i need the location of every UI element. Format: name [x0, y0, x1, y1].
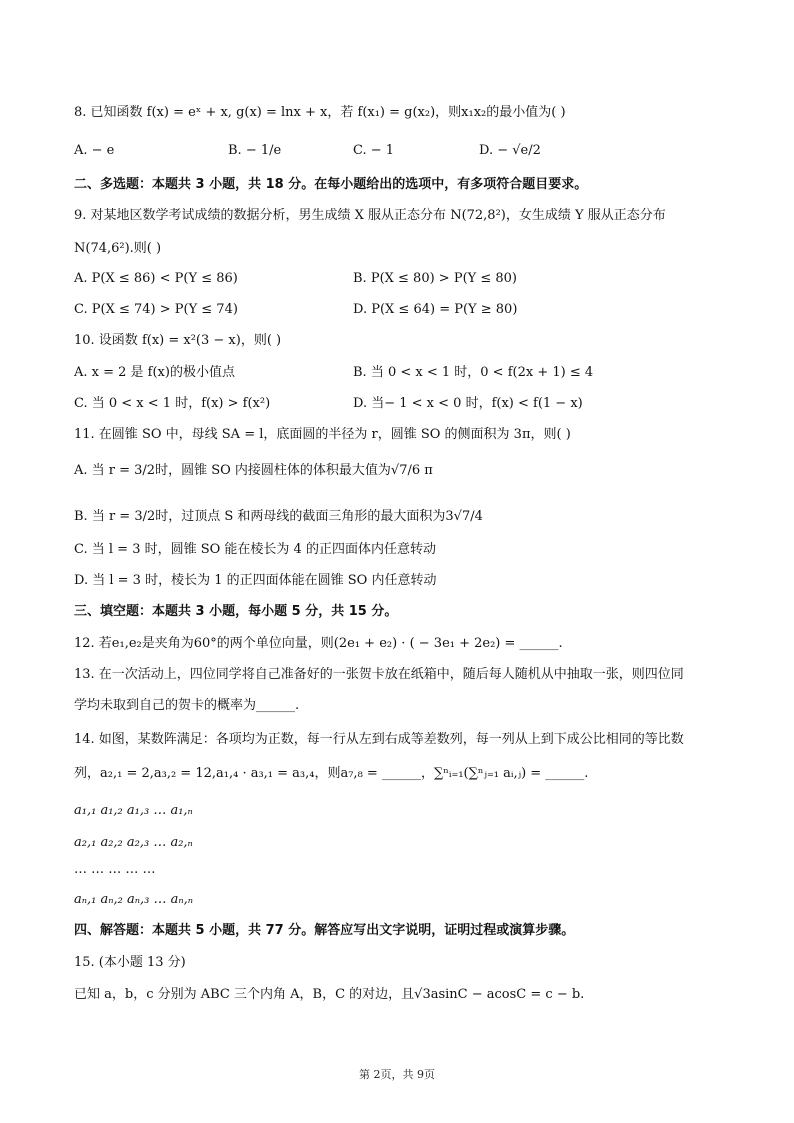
q9-stem-line1: 9. 对某地区数学考试成绩的数据分析，男生成绩 X 服从正态分布 N(72,8²)，女生成绩 Y 服从正态分布	[74, 208, 666, 223]
q14-stem-line2: 列，a₂,₁ = 2,a₃,₂ = 12,a₁,₄ · a₃,₁ = a₃,₄，则a₇,₈ = ______，∑ⁿᵢ₌₁(∑ⁿⱼ₌₁ aᵢ,ⱼ) = ______.	[74, 766, 589, 781]
q10-option-b: B. 当 0 < x < 1 时，0 < f(2x + 1) ≤ 4	[353, 365, 594, 380]
q9-stem-line2: N(74,6²).则( )	[74, 241, 162, 256]
q11-option-d: D. 当 l = 3 时，棱长为 1 的正四面体能在圆锥 SO 内任意转动	[74, 573, 437, 588]
matrix-row-2: a₂,₁ a₂,₂ a₂,₃ … a₂,ₙ	[74, 835, 193, 850]
q10-option-a: A. x = 2 是 f(x)的极小值点	[74, 365, 235, 380]
q10-stem: 10. 设函数 f(x) = x²(3 − x)，则( )	[74, 333, 282, 348]
q11-option-a: A. 当 r = 3/2时，圆锥 SO 内接圆柱体的体积最大值为√7/6 π	[74, 463, 433, 478]
matrix-ellipsis-row: … … … … …	[74, 862, 156, 877]
section-heading-fill-in: 三、填空题：本题共 3 小题，每小题 5 分，共 15 分。	[74, 604, 398, 619]
q8-option-c: C. − 1	[353, 143, 395, 158]
q10-option-d: D. 当− 1 < x < 0 时，f(x) < f(1 − x)	[353, 396, 583, 411]
q14-stem-line1: 14. 如图，某数阵满足：各项均为正数，每一行从左到右成等差数列，每一列从上到下成公比相同的等比数	[74, 732, 684, 747]
section-heading-multiple-choice: 二、多选题：本题共 3 小题，共 18 分。在每小题给出的选项中，有多项符合题目要求。	[74, 177, 588, 192]
q13-stem-line1: 13. 在一次活动上，四位同学将自己准备好的一张贺卡放在纸箱中，随后每人随机从中抽取一张，则四位同	[74, 667, 684, 682]
section-heading-solutions: 四、解答题：本题共 5 小题，共 77 分。解答应写出文字说明，证明过程或演算步骤。	[74, 923, 575, 938]
q15-stem: 已知 a，b，c 分别为 ABC 三个内角 A，B，C 的对边，且√3asinC − acosC = c − b.	[74, 987, 585, 1002]
q10-option-c: C. 当 0 < x < 1 时，f(x) > f(x²)	[74, 396, 271, 411]
q8-option-a: A. − e	[74, 143, 115, 158]
matrix-row-n: aₙ,₁ aₙ,₂ aₙ,₃ … aₙ,ₙ	[74, 892, 194, 907]
q9-option-c: C. P(X ≤ 74) > P(Y ≤ 74)	[74, 302, 238, 317]
q8-option-b: B. − 1/e	[228, 143, 282, 158]
page-footer: 第 2页，共 9页	[359, 1068, 435, 1081]
q9-option-d: D. P(X ≤ 64) = P(Y ≥ 80)	[353, 302, 518, 317]
q9-option-b: B. P(X ≤ 80) > P(Y ≤ 80)	[353, 271, 517, 286]
q11-option-b: B. 当 r = 3/2时，过顶点 S 和两母线的截面三角形的最大面积为3√7/4	[74, 509, 483, 524]
q11-stem: 11. 在圆锥 SO 中，母线 SA = l，底面圆的半径为 r，圆锥 SO 的侧面积为 3π，则( )	[74, 427, 571, 442]
q8-option-d: D. − √e/2	[479, 143, 541, 158]
q12-stem: 12. 若e₁,e₂是夹角为60°的两个单位向量，则(2e₁ + e₂) · ( − 3e₁ + 2e₂) = ______.	[74, 636, 563, 651]
q13-stem-line2: 学均未取到自己的贺卡的概率为______.	[74, 698, 300, 713]
q15-title: 15. (本小题 13 分)	[74, 955, 186, 970]
q9-option-a: A. P(X ≤ 86) < P(Y ≤ 86)	[74, 271, 238, 286]
matrix-row-1: a₁,₁ a₁,₂ a₁,₃ … a₁,ₙ	[74, 803, 193, 818]
q11-option-c: C. 当 l = 3 时，圆锥 SO 能在棱长为 4 的正四面体内任意转动	[74, 542, 436, 557]
q8-stem: 8. 已知函数 f(x) = eˣ + x, g(x) = lnx + x，若 f(x₁) = g(x₂)，则x₁x₂的最小值为( )	[74, 105, 566, 120]
